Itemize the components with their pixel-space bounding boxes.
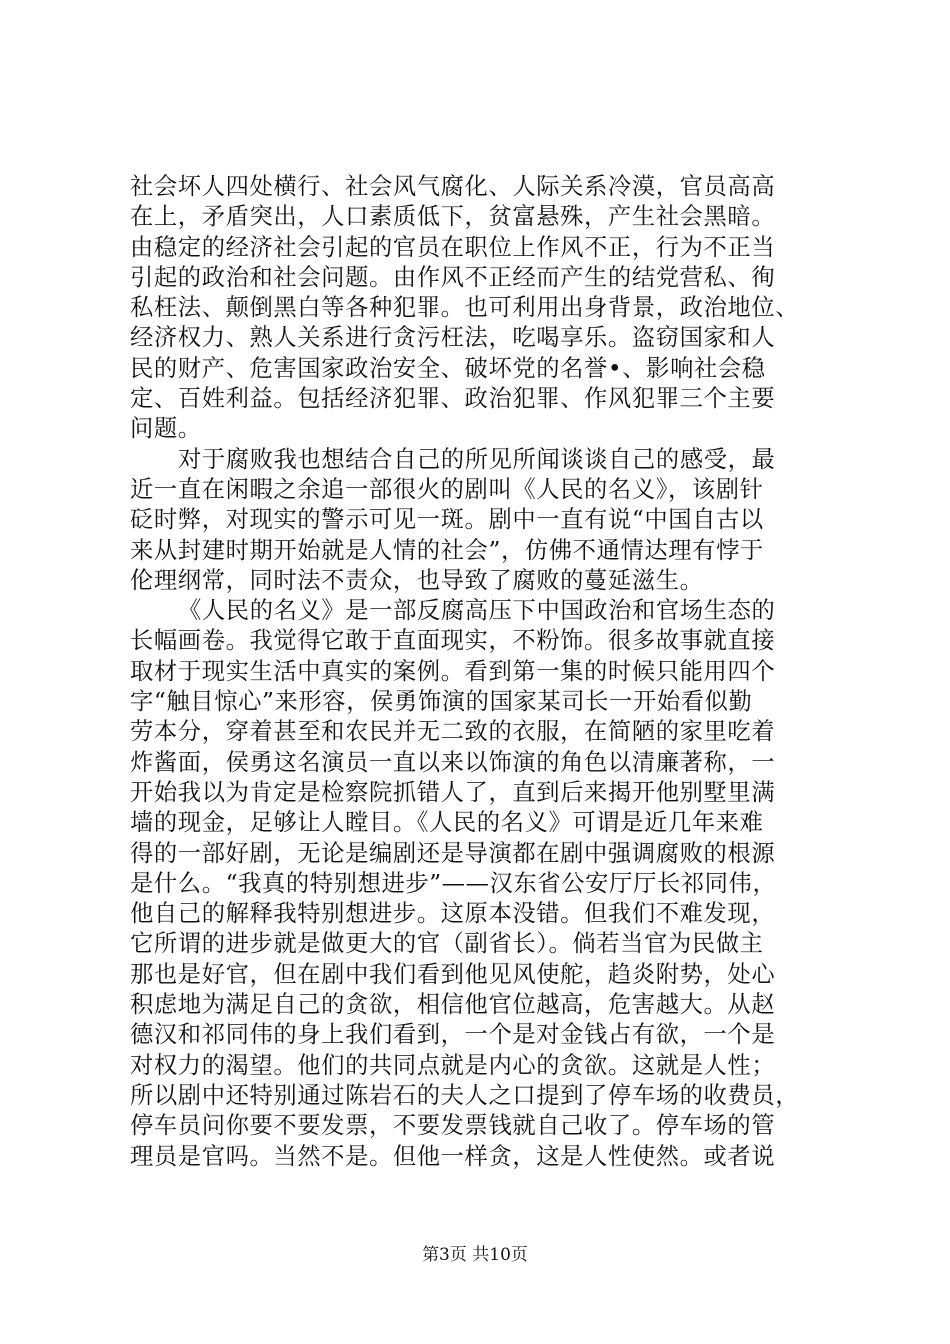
text-line: 得的一部好剧，无论是编剧还是导演都在剧中强调腐败的根源 xyxy=(130,839,776,867)
text-line: 引起的政治和社会问题。由作风不正经而产生的结党营私、徇 xyxy=(130,263,776,291)
text-line: 来从封建时期开始就是人情的社会”，仿佛不通情达理有悖于 xyxy=(130,536,764,564)
text-line: 砭时弊，对现实的警示可见一斑。剧中一直有说“中国自古以 xyxy=(130,506,764,534)
text-line: 德汉和祁同伟的身上我们看到，一个是对金钱占有欲，一个是 xyxy=(130,1021,776,1049)
text-line: 他自己的解释我特别想进步。这原本没错。但我们不难发现， xyxy=(130,900,776,928)
text-line: 对于腐败我也想结合自己的所见所闻谈谈自己的感受，最 xyxy=(178,445,776,473)
text-line: 所以剧中还特别通过陈岩石的夫人之口提到了停车场的收费员， xyxy=(130,1081,800,1109)
text-line: 伦理纲常，同时法不责众，也导致了腐败的蔓延滋生。 xyxy=(130,566,704,594)
text-line: 长幅画卷。我觉得它敢于直面现实，不粉饰。很多故事就直接 xyxy=(130,627,776,655)
text-line: 问题。 xyxy=(130,415,202,443)
text-line: 劳本分，穿着甚至和农民并无二致的衣服，在简陋的家里吃着 xyxy=(130,718,776,746)
text-line: 定、百姓利益。包括经济犯罪、政治犯罪、作风犯罪三个主要 xyxy=(130,385,776,413)
text-line: 理员是官吗。当然不是。但他一样贪，这是人性使然。或者说 xyxy=(130,1142,776,1170)
text-line: 是什么。“我真的特别想进步”——汉东省公安厅厅长祁同伟， xyxy=(130,869,777,897)
text-line: 积虑地为满足自己的贪欲，相信他官位越高，危害越大。从赵 xyxy=(130,991,776,1019)
text-line: 民的财产、危害国家政治安全、破坏党的名誉•、影响社会稳 xyxy=(130,354,766,382)
text-line: 《人民的名义》是一部反腐高压下中国政治和官场生态的 xyxy=(178,597,776,625)
page-footer: 第3页 共10页 xyxy=(422,1245,528,1265)
text-line: 它所谓的进步就是做更大的官（副省长）。倘若当官为民做主 xyxy=(130,930,764,958)
text-line: 经济权力、熟人关系进行贪污枉法，吃喝享乐。盗窃国家和人 xyxy=(130,324,776,352)
text-line: 近一直在闲暇之余追一部很火的剧叫《人民的名义》，该剧针 xyxy=(130,475,764,503)
text-line: 开始我以为肯定是检察院抓错人了，直到后来揭开他别墅里满 xyxy=(130,778,776,806)
text-line: 那也是好官，但在剧中我们看到他见风使舵，趋炎附势，处心 xyxy=(130,960,776,988)
text-line: 在上，矛盾突出，人口素质低下，贫富悬殊，产生社会黑暗。 xyxy=(130,203,776,231)
text-line: 炸酱面，侯勇这名演员一直以来以饰演的角色以清廉著称，一 xyxy=(130,748,776,776)
body-text xyxy=(130,172,836,1172)
text-line: 取材于现实生活中真实的案例。看到第一集的时候只能用四个 xyxy=(130,657,776,685)
text-line: 社会坏人四处横行、社会风气腐化、人际关系冷漠，官员高高 xyxy=(130,173,776,200)
text-line: 由稳定的经济社会引起的官员在职位上作风不正，行为不正当 xyxy=(130,233,776,261)
text-line: 对权力的渴望。他们的共同点就是内心的贪欲。这就是人性； xyxy=(130,1051,776,1079)
text-line: 字“触目惊心”来形容，侯勇饰演的国家某司长一开始看似勤 xyxy=(130,688,753,716)
text-line: 停车员问你要不要发票，不要发票钱就自己收了。停车场的管 xyxy=(130,1112,776,1140)
text-line: 墙的现金，足够让人瞠目。《人民的名义》可谓是近几年来难 xyxy=(130,809,764,837)
text-line: 私枉法、颠倒黑白等各种犯罪。也可利用出身背景，政治地位、 xyxy=(130,294,800,322)
